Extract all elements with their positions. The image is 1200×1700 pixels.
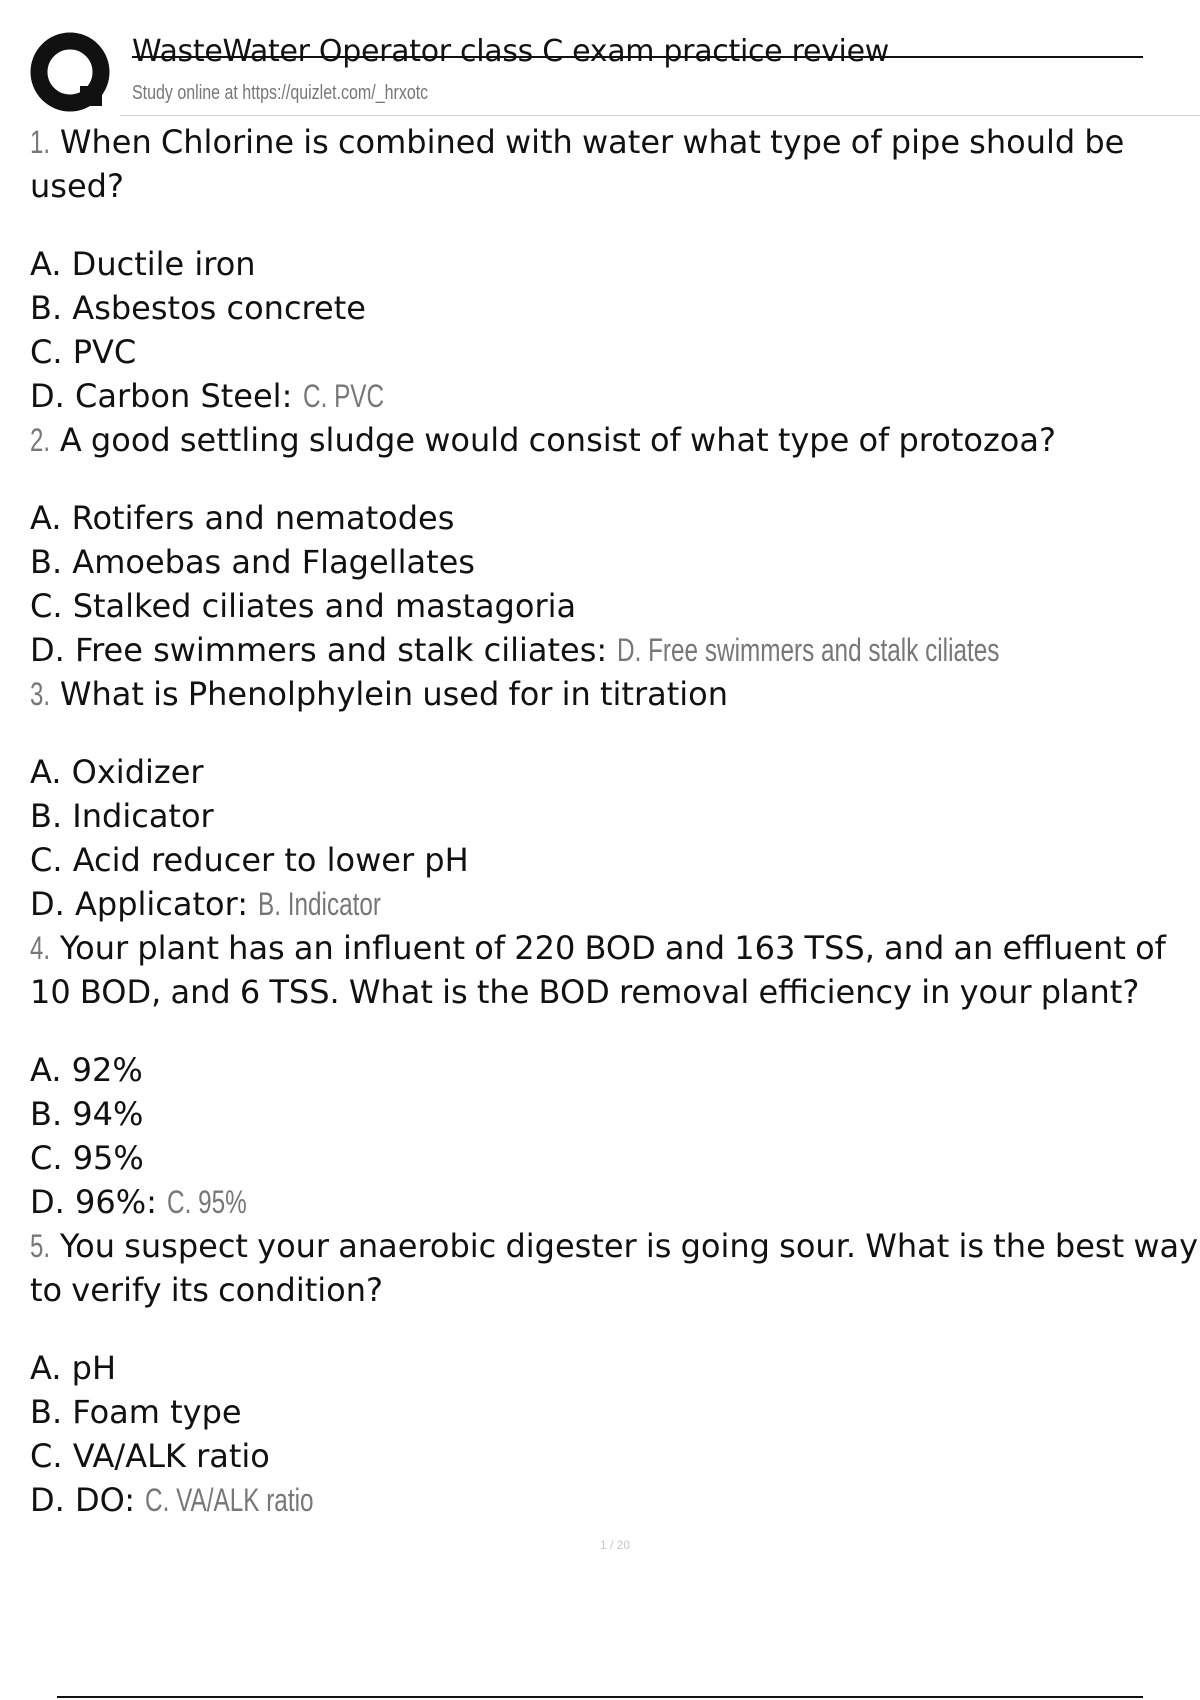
question-4: [30, 926, 1200, 1224]
option-b: B. Amoebas and Flagellates: [30, 543, 475, 581]
question-1: [30, 120, 1200, 418]
answer-text: C. VA/ALK ratio: [145, 1482, 314, 1518]
document-title: WasteWater Operator class C exam practice review: [132, 34, 889, 69]
option-b: B. 94%: [30, 1095, 144, 1133]
title-strikethrough-rule: [132, 56, 1143, 58]
question-number: 2.: [30, 422, 51, 458]
answer-text: D. Free swimmers and stalk ciliates: [617, 632, 1000, 668]
option-a: A. 92%: [30, 1051, 143, 1089]
question-number: 1.: [30, 124, 51, 160]
question-number: 4.: [30, 930, 51, 966]
question-number: 3.: [30, 676, 51, 712]
option-b: B. Asbestos concrete: [30, 289, 366, 327]
question-2: [30, 418, 1200, 672]
question-prompt: When Chlorine is combined with water what type of pipe should be used?: [30, 123, 1125, 205]
option-d: [30, 374, 1200, 418]
option-c: C. PVC: [30, 333, 137, 371]
options-list: [30, 750, 1200, 926]
question-text: [30, 672, 1200, 716]
options-list: [30, 242, 1200, 418]
option-b: B. Foam type: [30, 1393, 242, 1431]
answer-text: C. 95%: [167, 1184, 247, 1220]
question-number: 5.: [30, 1228, 51, 1264]
options-list: [30, 496, 1200, 672]
option-c: C. Acid reducer to lower pH: [30, 841, 469, 879]
option-a: A. Rotifers and nematodes: [30, 499, 455, 537]
question-prompt: You suspect your anaerobic digester is going sour. What is the best way to verify its condition?: [30, 1227, 1199, 1309]
option-d-label: D. Carbon Steel:: [30, 377, 293, 415]
option-a: A. Oxidizer: [30, 753, 204, 791]
question-text: [30, 1224, 1200, 1312]
option-d-label: D. DO:: [30, 1481, 136, 1519]
question-list: [30, 120, 1200, 1522]
option-d-label: D. 96%:: [30, 1183, 157, 1221]
option-a: A. pH: [30, 1349, 117, 1387]
option-a: A. Ductile iron: [30, 245, 256, 283]
answer-text: B. Indicator: [258, 886, 382, 922]
page-header: [0, 0, 1200, 118]
quizlet-q-logo-icon: [30, 32, 114, 116]
page-number: 1 / 20: [600, 1538, 631, 1552]
question-text: [30, 120, 1200, 208]
study-online-link[interactable]: Study online at https://quizlet.com/_hrxotc: [132, 82, 429, 104]
header-divider: [120, 115, 1200, 116]
option-c: C. 95%: [30, 1139, 144, 1177]
option-d-label: D. Applicator:: [30, 885, 248, 923]
question-prompt: A good settling sludge would consist of what type of protozoa?: [59, 421, 1056, 459]
option-c: C. Stalked ciliates and mastagoria: [30, 587, 577, 625]
option-d: [30, 1478, 1200, 1522]
question-prompt: What is Phenolphylein used for in titration: [59, 675, 728, 713]
options-list: [30, 1048, 1200, 1224]
option-c: C. VA/ALK ratio: [30, 1437, 270, 1475]
question-text: [30, 926, 1200, 1014]
question-5: [30, 1224, 1200, 1522]
option-d: [30, 882, 1200, 926]
question-text: [30, 418, 1200, 462]
question-prompt: Your plant has an influent of 220 BOD and 163 TSS, and an effluent of 10 BOD, and 6 TSS. What is the BOD removal efficiency in your plant?: [30, 929, 1166, 1011]
options-list: [30, 1346, 1200, 1522]
option-d: [30, 1180, 1200, 1224]
answer-text: C. PVC: [302, 378, 384, 414]
option-d: [30, 628, 1200, 672]
option-b: B. Indicator: [30, 797, 214, 835]
footer-divider: [57, 1696, 1143, 1698]
option-d-label: D. Free swimmers and stalk ciliates:: [30, 631, 608, 669]
question-3: [30, 672, 1200, 926]
